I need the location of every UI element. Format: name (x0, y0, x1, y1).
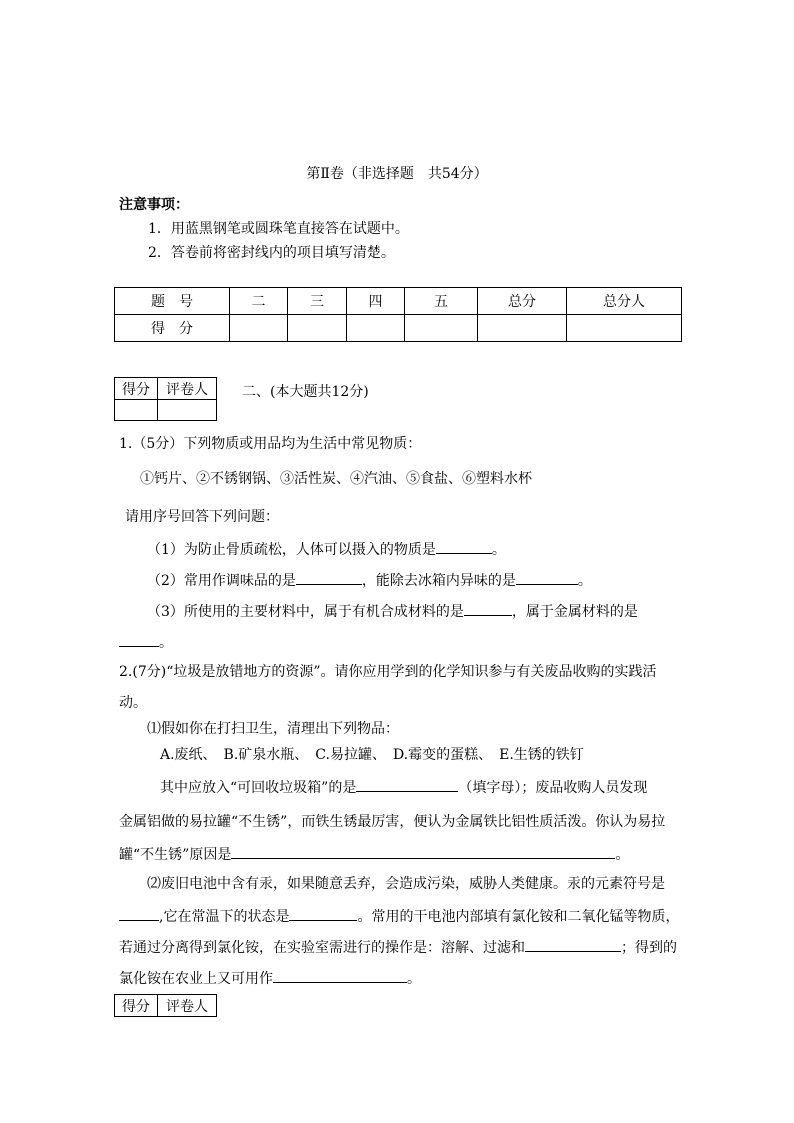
score-cell[interactable] (478, 315, 567, 342)
q2-line-6 (119, 968, 421, 988)
q2-sub-1: ⑴假如你在打扫卫生，清理出下列物品： (147, 721, 399, 737)
grader-score-label: 得分 (115, 378, 158, 400)
notice-heading: 注意事项： (119, 197, 189, 213)
section-2-title: 二、(本大题共12分) (242, 384, 369, 400)
grader-name-cell[interactable] (158, 400, 217, 421)
grader-box (114, 377, 217, 421)
answer-blank[interactable] (289, 906, 357, 921)
q2-line-5-text-a: 若通过分离得到氯化铵，在实验室需进行的操作是：溶解、过滤和 (119, 940, 525, 956)
answer-blank[interactable] (356, 777, 458, 792)
q2-sub-2: ⑵废旧电池中含有汞，如果随意丢弃，会造成污染，威胁人类健康。汞的元素符号是 (147, 876, 665, 892)
q2-line-4-text-b: ,它在常温下的状态是 (159, 909, 290, 925)
q2-line-2: 金属铝做的易拉罐“不生锈”，而铁生锈最厉害，便认为金属铁比铝性质活泼。你认为易拉 (119, 814, 666, 830)
period: 。 (615, 847, 630, 863)
q1-stem: 1.（5分）下列物质或用品均为生活中常见物质： (119, 436, 422, 452)
period: 。 (407, 971, 421, 987)
q2-options: A.废纸、 B.矿泉水瓶、 C.易拉罐、 D.霉变的蛋糕、 E.生锈的铁钉 (160, 747, 584, 763)
q1-items: ①钙片、②不锈钢锅、③活性炭、④汽油、⑤食盐、⑥塑料水杯 (140, 471, 532, 487)
q1-part-2-text-b: ，能除去冰箱内异味的是 (361, 573, 516, 589)
score-cell[interactable] (567, 315, 682, 342)
q2-line-3 (119, 844, 629, 864)
q1-part-2-text-a: （2）常用作调味品的是 (147, 573, 296, 589)
q2-line-3-text: 罐“不生锈”原因是 (119, 847, 232, 863)
q1-part-3-text-b: ，属于金属材料的是 (511, 604, 638, 620)
grader-name-label: 评卷人 (158, 378, 217, 400)
q2-line-4-text-c: 。常用的干电池内部填有氯化铵和二氧化锰等物质， (357, 909, 680, 925)
answer-blank[interactable] (231, 844, 615, 859)
q1-prompt: 请用序号回答下列问题： (125, 509, 279, 525)
grader-name-label: 评卷人 (158, 995, 217, 1017)
grader-box-2 (114, 994, 217, 1017)
score-table-header-cell: 二 (230, 288, 288, 315)
q2-line-4 (119, 906, 679, 926)
q1-part-2 (147, 570, 592, 590)
q2-line-5-text-b: ；得到的 (621, 940, 677, 956)
q2-line-5 (119, 937, 677, 957)
q1-part-1 (147, 539, 506, 559)
score-table-header-cell: 五 (405, 288, 478, 315)
q1-part-3-cont (119, 632, 173, 652)
notice-item-2: 2．答卷前将密封线内的项目填写清楚。 (148, 245, 395, 261)
answer-blank[interactable] (296, 570, 362, 585)
score-cell[interactable] (230, 315, 288, 342)
q1-part-3 (147, 601, 638, 621)
score-table (114, 287, 682, 342)
period: 。 (159, 635, 173, 651)
q1-part-3-text-a: （3）所使用的主要材料中，属于有机合成材料的是 (147, 604, 464, 620)
answer-blank[interactable] (436, 539, 492, 554)
grader-score-cell[interactable] (115, 400, 158, 421)
answer-blank[interactable] (119, 632, 159, 647)
score-cell[interactable] (405, 315, 478, 342)
score-table-header-cell: 题 号 (115, 288, 230, 315)
q2-stem-line-2: 动。 (119, 695, 147, 711)
notice-item-1: 1．用蓝黑钢笔或圆珠笔直接答在试题中。 (148, 221, 409, 237)
score-table-header-cell: 四 (347, 288, 405, 315)
answer-blank[interactable] (273, 968, 407, 983)
page-title: 第Ⅱ卷（非选择题 共54分） (306, 166, 488, 182)
q2-line-1-text-b: （填字母）；废品收购人员发现 (458, 780, 648, 796)
q2-line-6-text: 氯化铵在农业上又可用作 (119, 971, 273, 987)
q2-line-1-text-a: 其中应放入“可回收垃圾箱”的是 (160, 780, 357, 796)
q2-stem-line-1: 2.(7分)“垃圾是放错地方的资源”。请你应用学到的化学知识参与有关废品收购的实践活 (119, 664, 657, 680)
answer-blank[interactable] (516, 570, 578, 585)
score-table-header-cell: 三 (288, 288, 347, 315)
period: 。 (577, 573, 592, 589)
q1-part-1-text: （1）为防止骨质疏松，人体可以摄入的物质是 (147, 542, 436, 558)
grader-score-label: 得分 (115, 995, 158, 1017)
score-cell[interactable] (288, 315, 347, 342)
answer-blank[interactable] (119, 906, 159, 921)
answer-blank[interactable] (464, 601, 512, 616)
score-cell[interactable] (347, 315, 405, 342)
period: 。 (491, 542, 506, 558)
score-table-header-cell: 总分人 (567, 288, 682, 315)
answer-blank[interactable] (525, 937, 621, 952)
score-table-header-cell: 总分 (478, 288, 567, 315)
q2-line-1 (160, 777, 647, 797)
score-table-row-label: 得 分 (115, 315, 230, 342)
